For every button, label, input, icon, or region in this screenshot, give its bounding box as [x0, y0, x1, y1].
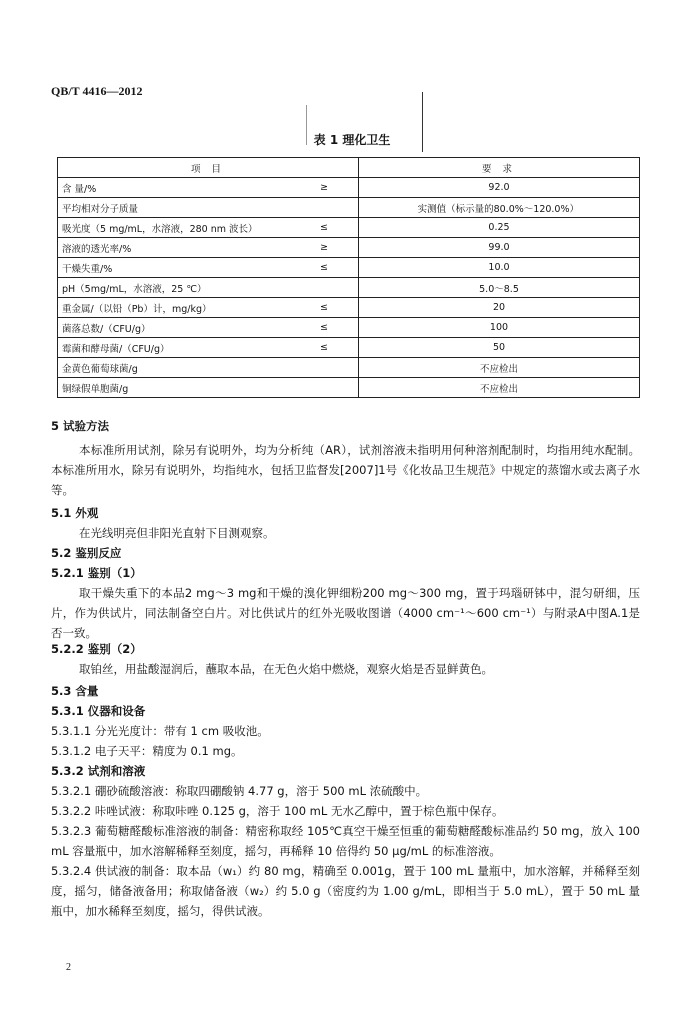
section-5-3-heading: 5.3 含量: [51, 684, 99, 698]
table-row: [58, 278, 640, 298]
row-operator: ≤: [316, 218, 359, 238]
header-item: 项 目: [58, 158, 359, 178]
table-row: [58, 378, 640, 398]
section-5-3-1-1: 5.3.1.1 分光光度计：带有 1 cm 吸收池。: [51, 724, 269, 738]
section-5-3-2-heading: 5.3.2 试剂和溶液: [51, 764, 146, 778]
table-row: [58, 318, 640, 338]
row-operator: [316, 378, 359, 398]
row-operator: ≤: [316, 258, 359, 278]
row-item: 含 量/%: [58, 178, 317, 198]
table-header-row: [58, 158, 640, 178]
row-requirement: 实测值（标示量的80.0%～120.0%）: [359, 198, 640, 218]
page-number: 2: [66, 962, 71, 973]
standard-code: QB/T 4416—2012: [51, 84, 143, 98]
section-5-2-heading: 5.2 鉴别反应: [51, 546, 122, 560]
header-requirement: 要 求: [359, 158, 640, 178]
row-requirement: 20: [359, 298, 640, 318]
table-row: [58, 218, 640, 238]
row-item: 金黄色葡萄球菌/g: [58, 358, 317, 378]
section-5-2-1-text: 取干燥失重下的本品2 mg～3 mg和干燥的溴化钾细粉200 mg～300 mg，置于玛瑙研钵中，混匀研细，压片，作为供试片，同法制备空白片。对比供试片的红外光吸收图谱（4000 cm⁻¹～600 cm⁻¹）与附录A中图A.1是否一致。: [51, 586, 641, 640]
section-5-1-text: 在光线明亮但非阳光直射下目测观察。: [79, 526, 275, 540]
row-operator: ≥: [316, 238, 359, 258]
row-item: 吸光度（5 mg/mL，水溶液，280 nm 波长）: [58, 218, 317, 238]
section-5-3-1-heading: 5.3.1 仪器和设备: [51, 704, 146, 718]
section-5-3-2-4: 5.3.2.4 供试液的制备：取本品（w₁）约 80 mg，精确至 0.001g，置于 100 mL 量瓶中，加水溶解，并稀释至刻度，摇匀，储备液备用；称取储备液（w₂）约 5.0 g（密度约为 1.00 g/mL，即相当于 5.0 mL），置于 50 mL 量瓶中，加水稀释至刻度，摇匀，得供试液。: [51, 864, 640, 918]
table-row: [58, 258, 640, 278]
row-item: pH（5mg/mL，水溶液，25 ℃）: [58, 278, 317, 298]
table-title: 表 1 理化卫生: [313, 133, 391, 147]
table-row: [58, 338, 640, 358]
table-row: [58, 238, 640, 258]
section-5-1-heading: 5.1 外观: [51, 506, 99, 520]
row-requirement: 100: [359, 318, 640, 338]
row-requirement: 10.0: [359, 258, 640, 278]
specification-table: [57, 157, 640, 398]
row-requirement: 5.0～8.5: [359, 278, 640, 298]
row-item: 干燥失重/%: [58, 258, 317, 278]
section-5-intro: 本标准所用试剂，除另有说明外，均为分析纯（AR），试剂溶液未指明用何种溶剂配制时，均指用纯水配制。本标准所用水，除另有说明外，均指纯水，包括卫监督发[2007]1号《化妆品卫生规范》中规定的蒸馏水或去离子水等。: [51, 443, 640, 497]
row-requirement: 不应检出: [359, 378, 640, 398]
table-row: [58, 198, 640, 218]
row-item: 溶液的透光率/%: [58, 238, 317, 258]
section-5-2-2-text: 取铂丝，用盐酸湿润后，蘸取本品，在无色火焰中燃烧，观察火焰是否显鲜黄色。: [79, 662, 493, 676]
section-5-3-2-1: 5.3.2.1 硼砂硫酸溶液：称取四硼酸钠 4.77 g，溶于 500 mL 浓硫酸中。: [51, 784, 428, 798]
section-5-3-2-3: 5.3.2.3 葡萄糖醛酸标准溶液的制备：精密称取经 105℃真空干燥至恒重的葡萄糖醛酸标准品约 50 mg，放入 100 mL 容量瓶中，加水溶解稀释至刻度，摇匀，再稀释 10 倍得约 50 μg/mL 的标准溶液。: [51, 824, 640, 858]
row-item: 平均相对分子质量: [58, 198, 317, 218]
row-requirement: 不应检出: [359, 358, 640, 378]
row-requirement: 99.0: [359, 238, 640, 258]
row-operator: ≤: [316, 338, 359, 358]
row-requirement: 0.25: [359, 218, 640, 238]
section-5-2-2-heading: 5.2.2 鉴别（2）: [51, 642, 142, 656]
row-operator: ≤: [316, 298, 359, 318]
section-5-3-2-2: 5.3.2.2 咔唑试液：称取咔唑 0.125 g，溶于 100 mL 无水乙醇中，置于棕色瓶中保存。: [51, 804, 504, 818]
row-item: 重金属/（以铅（Pb）计，mg/kg）: [58, 298, 317, 318]
row-item: 霉菌和酵母菌/（CFU/g）: [58, 338, 317, 358]
row-requirement: 92.0: [359, 178, 640, 198]
row-operator: ≤: [316, 318, 359, 338]
row-operator: [316, 358, 359, 378]
table-row: [58, 298, 640, 318]
row-operator: ≥: [316, 178, 359, 198]
section-5-heading: 5 试验方法: [51, 419, 110, 433]
table-row: [58, 358, 640, 378]
row-operator: [316, 198, 359, 218]
row-item: 铜绿假单胞菌/g: [58, 378, 317, 398]
section-5-3-1-2: 5.3.1.2 电子天平：精度为 0.1 mg。: [51, 744, 243, 758]
row-requirement: 50: [359, 338, 640, 358]
table-row: [58, 178, 640, 198]
row-operator: [316, 278, 359, 298]
section-5-2-1-heading: 5.2.1 鉴别（1）: [51, 566, 142, 580]
row-item: 菌落总数/（CFU/g）: [58, 318, 317, 338]
